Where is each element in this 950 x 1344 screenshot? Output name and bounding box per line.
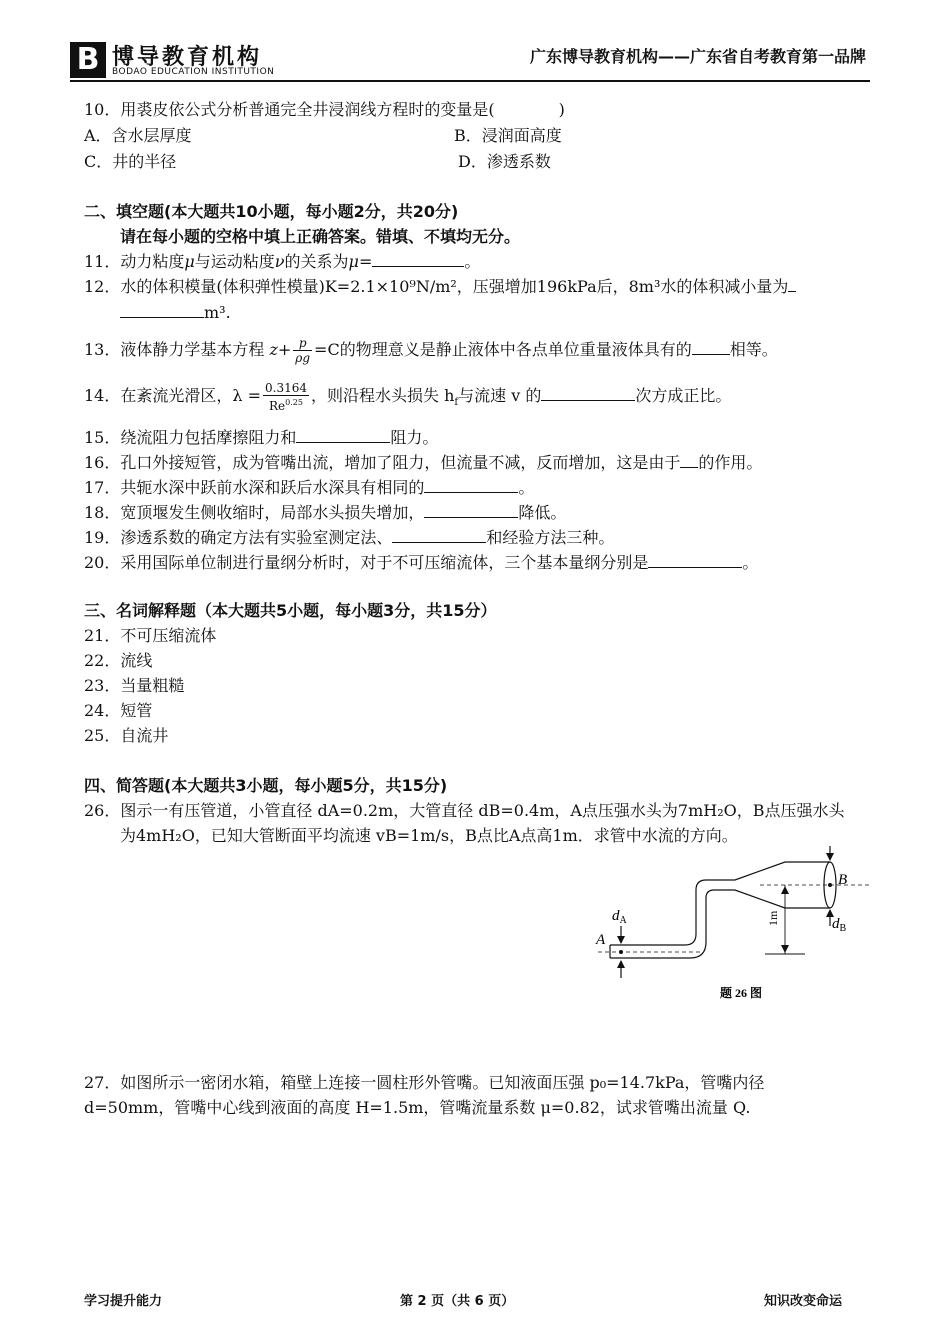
q18: 18．宽顶堰发生侧收缩时，局部水头损失增加， 降低。 — [84, 503, 567, 522]
q25: 25．自流井 — [84, 726, 169, 745]
header-rule — [70, 80, 870, 82]
q15: 15．绕流阻力包括摩擦阻力和 阻力。 — [84, 428, 439, 447]
footer-page-number: 第 2 页（共 6 页） — [400, 1294, 515, 1309]
q19: 19．渗透系数的确定方法有实验室测定法、 和经验方法三种。 — [84, 528, 615, 547]
header-slogan: 广东博导教育机构——广东省自考教育第一品牌 — [529, 47, 866, 66]
q12-line1: 12．水的体积模量(体积弹性模量)K=2.1×10⁹N/m²，压强增加196kPa后，8m³水的体积减小量为 — [84, 276, 796, 297]
section4-title: 四、简答题(本大题共3小题，每小题5分，共15分) — [84, 776, 448, 795]
q26-line2: 为4mH₂O，已知大管断面平均流速 vB=1m/s，B点比A点高1m．求管中水流的方向。 — [120, 826, 738, 845]
q17: 17．共轭水深中跃前水深和跃后水深具有相同的 。 — [84, 478, 535, 497]
q24: 24．短管 — [84, 701, 153, 720]
q14-fraction: $\frac{0.3164}{Re^{0.25}}$ — [265, 380, 307, 413]
fig26-caption: 题 26 图 — [720, 986, 763, 1000]
section2-title: 二、填空题(本大题共10小题，每小题2分，共20分) — [84, 202, 459, 221]
q16: 16．孔口外接短管，成为管嘴出流，增加了阻力，但流量不减，反而增加，这是由于 的作用。 — [84, 453, 763, 472]
q12-blank — [120, 302, 204, 318]
logo-name: 博导教育机构 — [112, 45, 263, 70]
figure-26 — [590, 840, 880, 1010]
footer-right: 知识改变命运 — [764, 1294, 843, 1309]
q27-line1: 27．如图所示一密闭水箱，箱壁上连接一圆柱形外管嘴。已知液面压强 p₀=14.7kPa，管嘴内径 — [84, 1073, 765, 1092]
q20: 20．采用国际单位制进行量纲分析时，对于不可压缩流体，三个基本量纲分别是 。 — [84, 553, 759, 572]
logo-english-name: BODAO EDUCATION INSTITUTION — [112, 67, 275, 77]
fig26-label-A: A — [596, 932, 606, 948]
logo-mark: B — [70, 42, 106, 78]
q10-option-d: D．渗透系数 — [458, 152, 551, 171]
footer-left: 学习提升能力 — [84, 1294, 163, 1309]
q10-option-a: A．含水层厚度 — [84, 126, 192, 145]
fig26-label-dB: $d_B$ — [832, 916, 847, 934]
q13: 13．液体静力学基本方程 z+ $\frac{p}{\rho g}$ =C的物理意义是静止液体中各点单位重量液体具有的 相等。 — [84, 336, 778, 365]
q22: 22．流线 — [84, 651, 153, 670]
fig26-label-1m: 1m — [766, 910, 780, 926]
section2-instruction: 请在每小题的空格中填上正确答案。错填、不填均无分。 — [120, 227, 521, 246]
q14-blank — [541, 385, 635, 401]
fig26-label-B: B — [838, 872, 848, 888]
q10-option-b: B．浸润面高度 — [454, 126, 562, 145]
q10-option-c: C．井的半径 — [84, 152, 177, 171]
q12-line2: m³. — [120, 302, 231, 323]
q14: 14．在紊流光滑区，λ = $\frac{0.3164}{Re^{0.25}}$ ，则沿程水头损失 $h_f$与流速 v 的 次方成正比。 — [84, 380, 732, 413]
q23: 23．当量粗糙 — [84, 676, 185, 695]
q13-blank — [692, 339, 730, 355]
q21: 21．不可压缩流体 — [84, 626, 217, 645]
section3-title: 三、名词解释题（本大题共5小题，每小题3分，共15分） — [84, 601, 497, 620]
q26-line1: 26．图示一有压管道，小管直径 dA=0.2m，大管直径 dB=0.4m，A点压强水头为7mH₂O，B点压强水头 — [84, 801, 845, 820]
q11-blank — [372, 251, 464, 267]
q10-stem: 10．用裘皮依公式分析普通完全井浸润线方程时的变量是( ) — [84, 100, 565, 119]
logo — [70, 40, 292, 80]
q13-fraction: $\frac{p}{\rho g}$ — [295, 336, 311, 365]
q27-line2: d=50mm，管嘴中心线到液面的高度 H=1.5m，管嘴流量系数 μ=0.82，试求管嘴出流量 Q. — [84, 1098, 751, 1117]
q11: 11．动力粘度μ与运动粘度ν的关系为μ= 。 — [84, 252, 481, 271]
fig26-label-dA: $d_A$ — [612, 908, 627, 926]
